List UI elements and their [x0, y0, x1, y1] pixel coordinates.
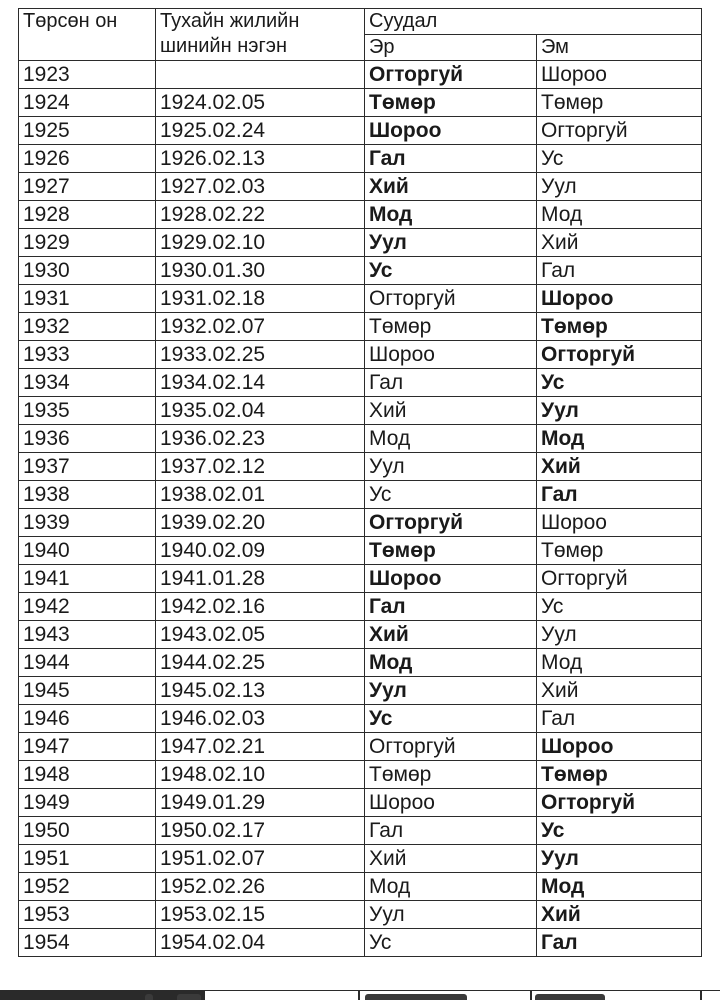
year-cell: 1941 — [19, 565, 156, 593]
new-year-date-cell: 1944.02.25 — [156, 649, 365, 677]
zodiac-element-table — [18, 8, 702, 957]
female-element-cell: Ус — [537, 817, 702, 845]
header-element: Суудал — [365, 9, 702, 35]
male-element-cell: Огторгуй — [365, 509, 537, 537]
male-element-cell: Шороо — [365, 565, 537, 593]
header-new-year-date: Тухайн жилийн шинийн нэгэн — [156, 9, 365, 61]
female-element-cell: Шороо — [537, 733, 702, 761]
year-cell: 1931 — [19, 285, 156, 313]
female-element-cell: Гал — [537, 705, 702, 733]
year-cell: 1953 — [19, 901, 156, 929]
male-element-cell: Шороо — [365, 789, 537, 817]
year-cell: 1947 — [19, 733, 156, 761]
male-element-cell: Гал — [365, 817, 537, 845]
female-element-cell: Огторгуй — [537, 341, 702, 369]
female-element-cell: Гал — [537, 257, 702, 285]
table-row — [19, 369, 702, 397]
new-year-date-cell: 1929.02.10 — [156, 229, 365, 257]
male-element-cell: Мод — [365, 425, 537, 453]
table-row — [19, 621, 702, 649]
female-element-cell: Төмөр — [537, 537, 702, 565]
new-year-date-cell: 1926.02.13 — [156, 145, 365, 173]
year-cell: 1938 — [19, 481, 156, 509]
new-year-date-cell: 1953.02.15 — [156, 901, 365, 929]
male-element-cell: Мод — [365, 873, 537, 901]
new-year-date-cell — [156, 61, 365, 89]
year-cell: 1950 — [19, 817, 156, 845]
male-element-cell: Хий — [365, 845, 537, 873]
table-row — [19, 257, 702, 285]
table-row — [19, 873, 702, 901]
new-year-date-cell: 1924.02.05 — [156, 89, 365, 117]
new-year-date-cell: 1936.02.23 — [156, 425, 365, 453]
table-row — [19, 229, 702, 257]
new-year-date-cell: 1941.01.28 — [156, 565, 365, 593]
table-row — [19, 425, 702, 453]
table-row — [19, 509, 702, 537]
year-cell: 1936 — [19, 425, 156, 453]
female-element-cell: Мод — [537, 873, 702, 901]
year-cell: 1946 — [19, 705, 156, 733]
cropped-next-row — [0, 990, 720, 1000]
table-row — [19, 761, 702, 789]
year-cell: 1951 — [19, 845, 156, 873]
new-year-date-cell: 1925.02.24 — [156, 117, 365, 145]
table-row — [19, 817, 702, 845]
year-cell: 1944 — [19, 649, 156, 677]
year-cell: 1929 — [19, 229, 156, 257]
year-cell: 1932 — [19, 313, 156, 341]
year-cell: 1923 — [19, 61, 156, 89]
table-row — [19, 61, 702, 89]
table-row — [19, 201, 702, 229]
new-year-date-cell: 1939.02.20 — [156, 509, 365, 537]
table-row — [19, 929, 702, 957]
male-element-cell: Уул — [365, 677, 537, 705]
new-year-date-cell: 1942.02.16 — [156, 593, 365, 621]
year-cell: 1925 — [19, 117, 156, 145]
table-row — [19, 453, 702, 481]
female-element-cell: Гал — [537, 481, 702, 509]
year-cell: 1948 — [19, 761, 156, 789]
new-year-date-cell: 1943.02.05 — [156, 621, 365, 649]
new-year-date-cell: 1949.01.29 — [156, 789, 365, 817]
female-element-cell: Уул — [537, 173, 702, 201]
year-cell: 1926 — [19, 145, 156, 173]
female-element-cell: Огторгуй — [537, 789, 702, 817]
year-cell: 1928 — [19, 201, 156, 229]
female-element-cell: Ус — [537, 593, 702, 621]
male-element-cell: Төмөр — [365, 313, 537, 341]
male-element-cell: Гал — [365, 593, 537, 621]
year-cell: 1933 — [19, 341, 156, 369]
table-row — [19, 537, 702, 565]
male-element-cell: Ус — [365, 929, 537, 957]
new-year-date-cell: 1927.02.03 — [156, 173, 365, 201]
table-row — [19, 733, 702, 761]
female-element-cell: Шороо — [537, 61, 702, 89]
table-row — [19, 145, 702, 173]
header-male: Эр — [365, 35, 537, 61]
new-year-date-cell: 1930.01.30 — [156, 257, 365, 285]
female-element-cell: Хий — [537, 453, 702, 481]
new-year-date-cell: 1928.02.22 — [156, 201, 365, 229]
header-row — [19, 9, 702, 35]
table-row — [19, 901, 702, 929]
new-year-date-cell: 1948.02.10 — [156, 761, 365, 789]
year-cell: 1934 — [19, 369, 156, 397]
header-year: Төрсөн он — [19, 9, 156, 61]
male-element-cell: Огторгуй — [365, 61, 537, 89]
table-row — [19, 649, 702, 677]
female-element-cell: Шороо — [537, 509, 702, 537]
new-year-date-cell: 1937.02.12 — [156, 453, 365, 481]
female-element-cell: Төмөр — [537, 89, 702, 117]
female-element-cell: Мод — [537, 201, 702, 229]
table-row — [19, 89, 702, 117]
table-row — [19, 173, 702, 201]
new-year-date-cell: 1954.02.04 — [156, 929, 365, 957]
new-year-date-cell: 1935.02.04 — [156, 397, 365, 425]
male-element-cell: Огторгуй — [365, 285, 537, 313]
year-cell: 1943 — [19, 621, 156, 649]
new-year-date-cell: 1932.02.07 — [156, 313, 365, 341]
year-cell: 1930 — [19, 257, 156, 285]
new-year-date-cell: 1933.02.25 — [156, 341, 365, 369]
table-row — [19, 705, 702, 733]
female-element-cell: Хий — [537, 229, 702, 257]
female-element-cell: Мод — [537, 425, 702, 453]
female-element-cell: Уул — [537, 845, 702, 873]
table-row — [19, 677, 702, 705]
female-element-cell: Хий — [537, 677, 702, 705]
male-element-cell: Төмөр — [365, 761, 537, 789]
year-cell: 1949 — [19, 789, 156, 817]
male-element-cell: Мод — [365, 201, 537, 229]
table-row — [19, 565, 702, 593]
male-element-cell: Гал — [365, 145, 537, 173]
female-element-cell: Огторгуй — [537, 117, 702, 145]
table-row — [19, 117, 702, 145]
new-year-date-cell: 1938.02.01 — [156, 481, 365, 509]
female-element-cell: Уул — [537, 621, 702, 649]
year-cell: 1924 — [19, 89, 156, 117]
female-element-cell: Төмөр — [537, 313, 702, 341]
table-row — [19, 285, 702, 313]
male-element-cell: Шороо — [365, 117, 537, 145]
new-year-date-cell: 1950.02.17 — [156, 817, 365, 845]
year-cell: 1937 — [19, 453, 156, 481]
female-element-cell: Төмөр — [537, 761, 702, 789]
male-element-cell: Төмөр — [365, 89, 537, 117]
table-row — [19, 341, 702, 369]
male-element-cell: Огторгуй — [365, 733, 537, 761]
male-element-cell: Ус — [365, 257, 537, 285]
male-element-cell: Уул — [365, 229, 537, 257]
male-element-cell: Ус — [365, 705, 537, 733]
document-page — [18, 8, 701, 957]
year-cell: 1954 — [19, 929, 156, 957]
header-female: Эм — [537, 35, 702, 61]
female-element-cell: Хий — [537, 901, 702, 929]
male-element-cell: Төмөр — [365, 537, 537, 565]
new-year-date-cell: 1931.02.18 — [156, 285, 365, 313]
table-row — [19, 313, 702, 341]
female-element-cell: Огторгуй — [537, 565, 702, 593]
female-element-cell: Ус — [537, 369, 702, 397]
table-row — [19, 481, 702, 509]
year-cell: 1952 — [19, 873, 156, 901]
female-element-cell: Мод — [537, 649, 702, 677]
new-year-date-cell: 1945.02.13 — [156, 677, 365, 705]
new-year-date-cell: 1946.02.03 — [156, 705, 365, 733]
male-element-cell: Хий — [365, 621, 537, 649]
male-element-cell: Уул — [365, 901, 537, 929]
table-row — [19, 397, 702, 425]
male-element-cell: Мод — [365, 649, 537, 677]
dark-overlay-bar — [0, 990, 205, 1000]
year-cell: 1927 — [19, 173, 156, 201]
table-row — [19, 593, 702, 621]
partial-row-fragment — [205, 990, 720, 1000]
new-year-date-cell: 1951.02.07 — [156, 845, 365, 873]
table-row — [19, 845, 702, 873]
new-year-date-cell: 1940.02.09 — [156, 537, 365, 565]
female-element-cell: Уул — [537, 397, 702, 425]
new-year-date-cell: 1947.02.21 — [156, 733, 365, 761]
male-element-cell: Хий — [365, 397, 537, 425]
male-element-cell: Уул — [365, 453, 537, 481]
year-cell: 1939 — [19, 509, 156, 537]
year-cell: 1942 — [19, 593, 156, 621]
female-element-cell: Шороо — [537, 285, 702, 313]
male-element-cell: Шороо — [365, 341, 537, 369]
male-element-cell: Хий — [365, 173, 537, 201]
year-cell: 1945 — [19, 677, 156, 705]
male-element-cell: Ус — [365, 481, 537, 509]
female-element-cell: Ус — [537, 145, 702, 173]
new-year-date-cell: 1934.02.14 — [156, 369, 365, 397]
male-element-cell: Гал — [365, 369, 537, 397]
year-cell: 1940 — [19, 537, 156, 565]
new-year-date-cell: 1952.02.26 — [156, 873, 365, 901]
table-row — [19, 789, 702, 817]
year-cell: 1935 — [19, 397, 156, 425]
female-element-cell: Гал — [537, 929, 702, 957]
